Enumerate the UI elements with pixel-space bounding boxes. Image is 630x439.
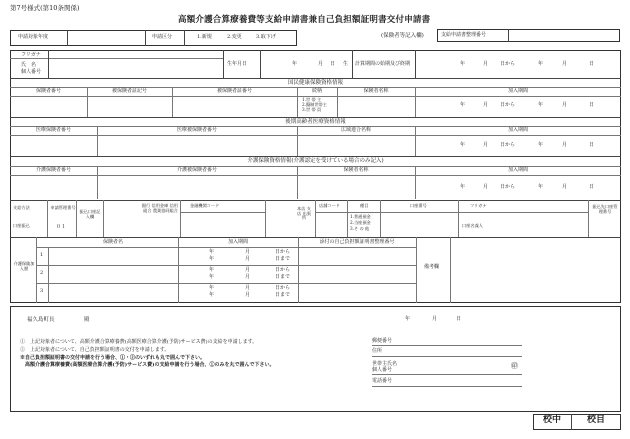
type-option-other[interactable]: 3.そ の 他 (350, 226, 370, 231)
nhi-header-insurer-no: 保険者番号 (35, 88, 61, 94)
category-option-new[interactable]: 1.新規 (197, 34, 212, 40)
row1-unit-until: 日まで (275, 256, 291, 262)
nhi-unit-from: 日から (500, 102, 516, 108)
enrollment-header-insurer: 保険者名 (102, 239, 123, 245)
applicant-personal-no-label: 個人番号 (21, 69, 42, 75)
row1-unit-month: 月 (245, 249, 251, 255)
row3-unit-year2: 年 (209, 292, 215, 298)
enrollment-header-period: 加入期間 (227, 239, 248, 245)
row1-unit-from: 日から (275, 249, 291, 255)
row2-unit-year: 年 (209, 267, 215, 273)
row3-unit-year: 年 (209, 285, 215, 291)
row2-unit-month2: 月 (245, 274, 251, 280)
elderly-unit-year2: 年 (538, 142, 544, 148)
enrollment-row-3-no: 3 (40, 288, 44, 294)
bank-label: 銀行 信用金庫 信用組合 農業協同組合 (141, 203, 178, 213)
enrollment-row-2-no: 2 (40, 270, 44, 276)
row2-unit-year2: 年 (209, 274, 215, 280)
elderly-unit-year: 年 (460, 142, 466, 148)
row1-unit-year: 年 (209, 249, 215, 255)
period-label: 計算期間の始期及び終期 (355, 61, 411, 67)
elderly-section-title: 後期高齢者医療資格情報 (285, 119, 346, 125)
birth-label: 生年月日 (227, 61, 248, 67)
birth-unit-month: 月 (318, 61, 324, 67)
receipt-no-label: 申請管理番号 (50, 205, 76, 210)
enrollment-side-label: 介護保険加入歴 (13, 261, 35, 271)
period-unit-month: 月 (483, 61, 489, 67)
statement-2[interactable]: ② 上記対象者について、自己負担額証明書の交付を申請します。 (20, 347, 170, 353)
care-header-period: 加入期間 (507, 167, 528, 173)
nhi-unit-month: 月 (483, 102, 489, 108)
receipt-no-value: ０１ (56, 224, 67, 230)
stamp-final: 校目 (586, 415, 605, 425)
account-no-label: 口座番号 (410, 203, 427, 208)
relation-option-quasi-head[interactable]: 2.擬制世帯主 (302, 102, 327, 107)
elderly-unit-month2: 月 (562, 142, 568, 148)
row2-unit-from: 日から (275, 267, 291, 273)
branch-code-label: 店舗コード (319, 203, 340, 208)
elderly-header-union-name: 広域連合名称 (340, 127, 371, 133)
nhi-unit-month2: 月 (562, 102, 568, 108)
birth-unit-year: 年 (292, 61, 298, 67)
account-type-label: 種目 (360, 203, 369, 208)
stamp-middle: 校中 (542, 415, 561, 425)
statement-note-2: 高額介護合算療養費(高額医療合算介護(予防)サービス費)の支給申請を行う場合、①のみを丸で囲んで下さい。 (20, 362, 275, 368)
care-unit-from: 日から (500, 184, 516, 190)
relation-option-member[interactable]: 3.世 帯 員 (302, 107, 322, 112)
type-option-current[interactable]: 2.当座預金 (350, 220, 371, 225)
statement-1[interactable]: ① 上記対象者について、高額介護合算療養費(高額医療合算介護(予防)サービス費)の支給を申請します。 (20, 339, 258, 345)
dest-label: 振込先口座管理番号 (592, 204, 618, 214)
nhi-section-title: 国民健康保険資格情報 (287, 80, 343, 86)
nhi-unit-year: 年 (460, 102, 466, 108)
form-title: 高額介護合算療養費等支給申請書兼自己負担額証明書交付申請書 (178, 15, 431, 25)
householder-personal-no-label: 個人番号 (372, 367, 393, 373)
postal-code-label: 郵便番号 (372, 338, 393, 344)
remarks-label: 備考欄 (424, 264, 440, 270)
statement-note-1: ※自己負担額証明書の交付申請を行う場合、①・②のいずれも丸で囲んで下さい。 (20, 355, 206, 361)
elderly-unit-month: 月 (483, 142, 489, 148)
seal-mark: ㊞ (511, 362, 518, 370)
payment-method-label: 支給方法 (13, 205, 30, 210)
target-year-label: 申請対象年度 (18, 34, 49, 40)
period-unit-year: 年 (460, 61, 466, 67)
nhi-header-card-symbol: 被保険者証記号 (111, 88, 147, 94)
address-label: 住所 (372, 348, 383, 354)
row3-unit-month2: 月 (245, 292, 251, 298)
fund-col-label: 振込口座記入欄 (79, 209, 101, 219)
category-option-withdraw[interactable]: 3.取下げ (256, 34, 276, 40)
date-unit-year: 年 (405, 316, 411, 322)
transfer-label[interactable]: 口座振込 (13, 223, 30, 228)
row1-unit-month2: 月 (245, 256, 251, 262)
nhi-header-relation: 続柄 (311, 88, 322, 94)
date-unit-day: 日 (456, 316, 462, 322)
row2-unit-month: 月 (245, 267, 251, 273)
category-label: 申請区分 (152, 34, 173, 40)
care-unit-year2: 年 (538, 184, 544, 190)
row1-unit-year2: 年 (209, 256, 215, 262)
care-section-title: 介護保険資格情報(介護認定を受けている場合のみ記入) (247, 158, 384, 164)
birth-unit-day: 日 (330, 61, 336, 67)
relation-option-head[interactable]: 1.世 帯 主 (302, 97, 322, 102)
holder-furigana-label: フリガナ (470, 203, 487, 208)
nhi-unit-day2: 日 (589, 102, 595, 108)
row3-unit-month: 月 (245, 285, 251, 291)
type-option-ordinary[interactable]: 1.普通預金 (350, 214, 371, 219)
form-number: 第7号様式(第10条関係) (10, 4, 80, 12)
elderly-header-insurer-no: 医療保険者番号 (35, 127, 71, 133)
care-unit-day2: 日 (589, 184, 595, 190)
elderly-header-insured-no: 医療被保険者番号 (176, 127, 217, 133)
insurer-note: (保険者等記入欄) (381, 33, 424, 39)
period-unit-year2: 年 (538, 61, 544, 67)
birth-unit-born: 生 (343, 61, 349, 67)
elderly-unit-day2: 日 (589, 142, 595, 148)
phone-label: 電話番号 (372, 378, 393, 384)
care-unit-month: 月 (483, 184, 489, 190)
care-unit-month2: 月 (562, 184, 568, 190)
elderly-unit-from: 日から (500, 142, 516, 148)
period-unit-day2: 日 (589, 61, 595, 67)
nhi-unit-year2: 年 (538, 102, 544, 108)
period-unit-from: 日から (500, 61, 516, 67)
period-unit-month2: 月 (562, 61, 568, 67)
row3-unit-from: 日から (275, 285, 291, 291)
enrollment-row-1-no: 1 (40, 252, 44, 258)
honorific: 殿 (84, 317, 90, 323)
nhi-header-period: 加入期間 (507, 88, 528, 94)
date-unit-month: 月 (432, 316, 438, 322)
care-unit-year: 年 (460, 184, 466, 190)
addressee: 福久島町長 (27, 317, 55, 323)
bank-code-label: 金融機関コード (190, 203, 220, 208)
nhi-header-card-no: 被保険者証番号 (216, 88, 252, 94)
enrollment-header-cert-no: 添付の自己負担額証明書整理番号 (319, 239, 395, 245)
category-option-change[interactable]: 2.変更 (227, 34, 242, 40)
care-header-insured-no: 介護被保険者番号 (176, 167, 217, 173)
care-header-insurer-name: 保険者名称 (343, 167, 369, 173)
applicant-name-label: 氏 名 (21, 62, 37, 68)
holder-label: 口座名義人 (462, 223, 483, 228)
applicant-furigana-label: フリガナ (21, 52, 41, 58)
householder-name-label: 世帯主氏名 (372, 361, 398, 367)
row3-unit-until: 日まで (275, 292, 291, 298)
management-no-label: 支給申請書整理番号 (441, 32, 487, 38)
branch-label: 本店 支店 出張所 (297, 206, 311, 221)
row2-unit-until: 日まで (275, 274, 291, 280)
nhi-header-insurer-name: 保険者名称 (363, 88, 389, 94)
care-header-insurer-no: 介護保険者番号 (35, 167, 71, 173)
elderly-header-period: 加入期間 (507, 127, 528, 133)
